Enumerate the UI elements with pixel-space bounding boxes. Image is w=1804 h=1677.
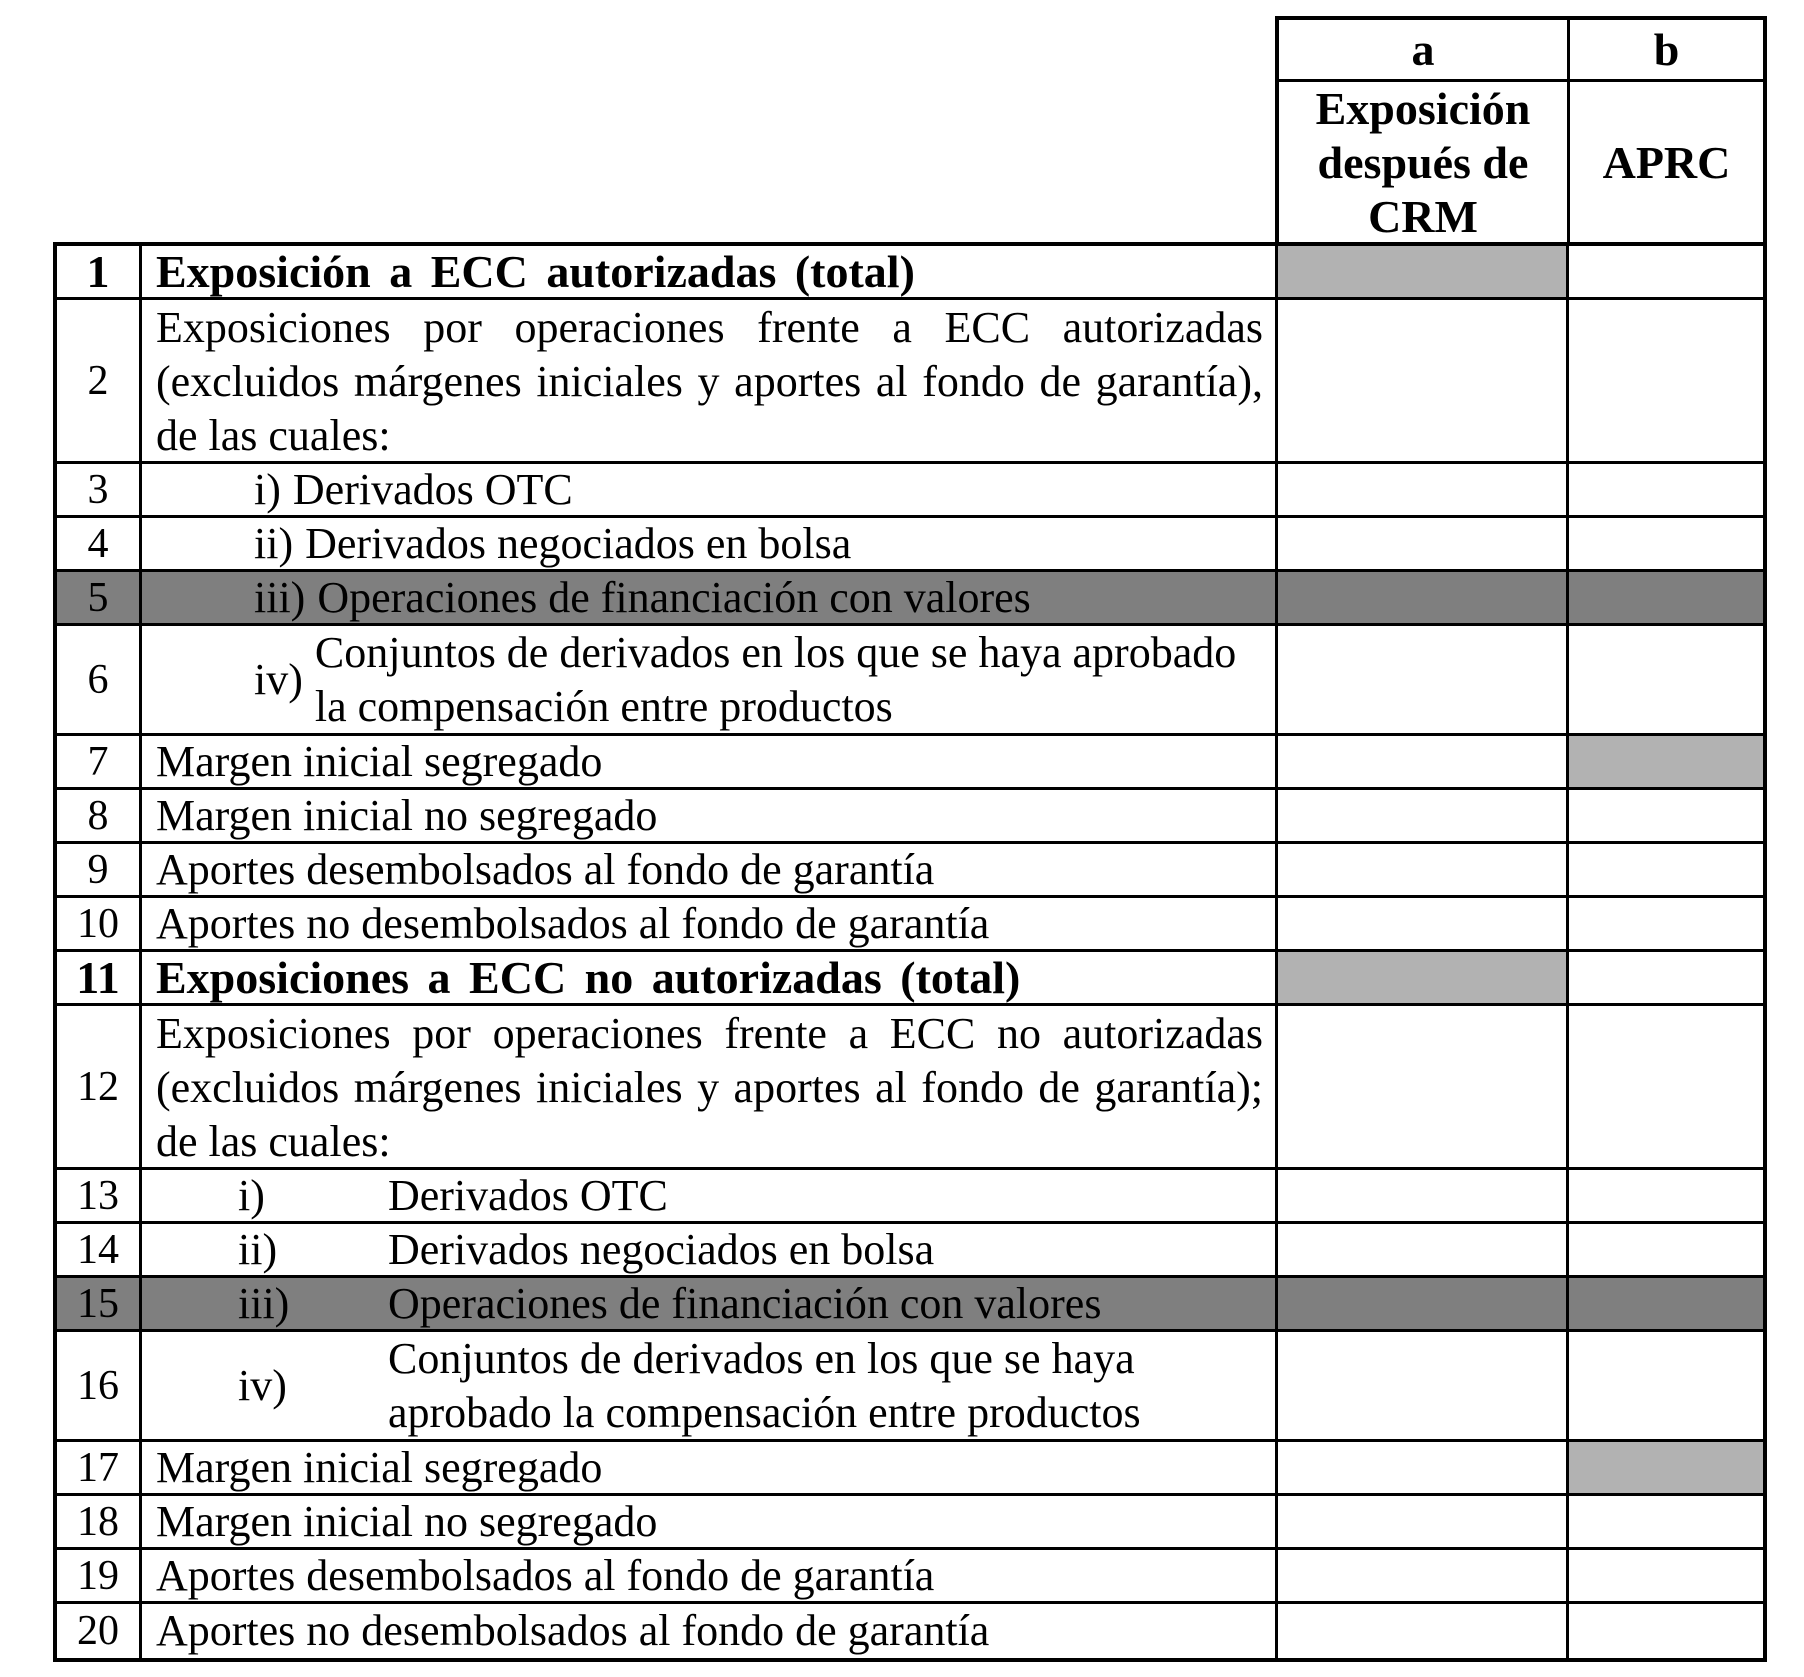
row-number-cell: 15 [57,1278,142,1332]
row-number-cell: 8 [57,790,142,844]
exposure-after-crm-cell [1278,572,1569,626]
row-label-cell: Aportes desembolsados al fondo de garantía [142,1550,1278,1604]
exposure-after-crm-cell [1278,952,1569,1006]
row-number-cell: 3 [57,464,142,518]
row-label-cell [142,626,1278,736]
exposure-after-crm-cell [1278,844,1569,898]
row-label-cell [142,300,1278,464]
list-marker: iv) [254,654,303,704]
row-label-text: Derivados negociados en bolsa [388,1224,935,1274]
column-header-box [1275,16,1767,242]
exposure-after-crm-cell [1278,464,1569,518]
exposure-after-crm-cell [1278,790,1569,844]
column-a-title: Exposición después de CRM [1279,82,1570,244]
ccp-exposure-table [53,242,1767,1662]
row-number-cell: 20 [57,1604,142,1658]
row-number-cell: 16 [57,1332,142,1442]
row-number-cell: 19 [57,1550,142,1604]
row-label-cell [142,1332,1278,1442]
exposure-after-crm-cell [1278,1332,1569,1442]
row-number-cell: 7 [57,736,142,790]
row-label-text: Derivados OTC [292,464,573,514]
aprc-cell [1569,1006,1763,1170]
row-number-cell: 5 [57,572,142,626]
row-number-cell: 14 [57,1224,142,1278]
list-marker: ii) [254,518,294,568]
aprc-cell [1569,844,1763,898]
row-label-cell: Exposiciones a ECC no autorizadas (total) [142,952,1278,1006]
list-marker: iv) [238,1360,287,1410]
row-label-cell [142,1006,1278,1170]
aprc-cell [1569,1278,1763,1332]
row-number-cell: 12 [57,1006,142,1170]
row-label-cell: Margen inicial segregado [142,736,1278,790]
row-number-cell: 17 [57,1442,142,1496]
row-number-cell: 13 [57,1170,142,1224]
exposure-after-crm-cell [1278,246,1569,300]
row-label-cell [142,464,1278,518]
exposure-after-crm-cell [1278,1604,1569,1658]
aprc-cell [1569,572,1763,626]
row-label-cell [142,518,1278,572]
aprc-cell [1569,1496,1763,1550]
aprc-cell [1569,790,1763,844]
row-label-text: Exposiciones por operaciones frente a ECC no autorizadas (excluidos márgenes iniciales y aportes al fondo de garantía); de las cuales: [156,1009,1263,1166]
row-label-cell: Aportes no desembolsados al fondo de garantía [142,898,1278,952]
aprc-cell [1569,1224,1763,1278]
exposure-after-crm-cell [1278,1170,1569,1224]
exposure-after-crm-cell [1278,1550,1569,1604]
row-label-cell [142,1224,1278,1278]
aprc-cell [1569,464,1763,518]
exposure-after-crm-cell [1278,1006,1569,1170]
column-a-letter: a [1279,20,1570,82]
aprc-cell [1569,1604,1763,1658]
row-label-text: Derivados negociados en bolsa [305,518,852,568]
list-marker: ii) [238,1224,278,1274]
aprc-cell [1569,736,1763,790]
row-label-cell [142,1278,1278,1332]
exposure-after-crm-cell [1278,898,1569,952]
row-label-cell [142,572,1278,626]
row-label-text: Operaciones de financiación con valores [317,572,1031,622]
row-label-cell [142,1170,1278,1224]
aprc-cell [1569,1170,1763,1224]
aprc-cell [1569,246,1763,300]
aprc-cell [1569,1442,1763,1496]
list-marker: i) [254,464,281,514]
exposure-after-crm-cell [1278,736,1569,790]
exposure-after-crm-cell [1278,518,1569,572]
list-marker: i) [238,1170,265,1220]
row-label-cell: Margen inicial no segregado [142,790,1278,844]
exposure-after-crm-cell [1278,1442,1569,1496]
row-number-cell: 10 [57,898,142,952]
row-label-text: Conjuntos de derivados en los que se haya aprobado la compensación entre productos [314,627,1237,731]
row-label-cell: Aportes desembolsados al fondo de garantía [142,844,1278,898]
row-number-cell: 4 [57,518,142,572]
row-label-cell: Exposición a ECC autorizadas (total) [142,246,1278,300]
aprc-cell [1569,300,1763,464]
exposure-after-crm-cell [1278,626,1569,736]
row-label-cell: Aportes no desembolsados al fondo de garantía [142,1604,1278,1658]
exposure-after-crm-cell [1278,1224,1569,1278]
aprc-cell [1569,952,1763,1006]
list-marker: iii) [254,572,306,622]
column-b-letter: b [1570,20,1763,82]
row-label-text: Conjuntos de derivados en los que se haya aprobado la compensación entre productos [388,1333,1141,1437]
exposure-after-crm-cell [1278,1496,1569,1550]
row-number-cell: 6 [57,626,142,736]
aprc-cell [1569,898,1763,952]
aprc-cell [1569,518,1763,572]
row-label-text: Exposiciones por operaciones frente a ECC autorizadas (excluidos márgenes iniciales y aportes al fondo de garantía), de las cuales: [156,303,1263,460]
row-label-cell: Margen inicial no segregado [142,1496,1278,1550]
row-number-cell: 9 [57,844,142,898]
exposure-after-crm-cell [1278,300,1569,464]
row-number-cell: 18 [57,1496,142,1550]
row-label-text: Derivados OTC [388,1170,668,1220]
aprc-cell [1569,1332,1763,1442]
aprc-cell [1569,626,1763,736]
aprc-cell [1569,1550,1763,1604]
row-number-cell: 1 [57,246,142,300]
exposure-after-crm-cell [1278,1278,1569,1332]
row-number-cell: 2 [57,300,142,464]
row-number-cell: 11 [57,952,142,1006]
row-label-text: Operaciones de financiación con valores [388,1278,1102,1328]
column-b-title: APRC [1602,137,1731,188]
row-label-cell: Margen inicial segregado [142,1442,1278,1496]
list-marker: iii) [238,1278,290,1328]
